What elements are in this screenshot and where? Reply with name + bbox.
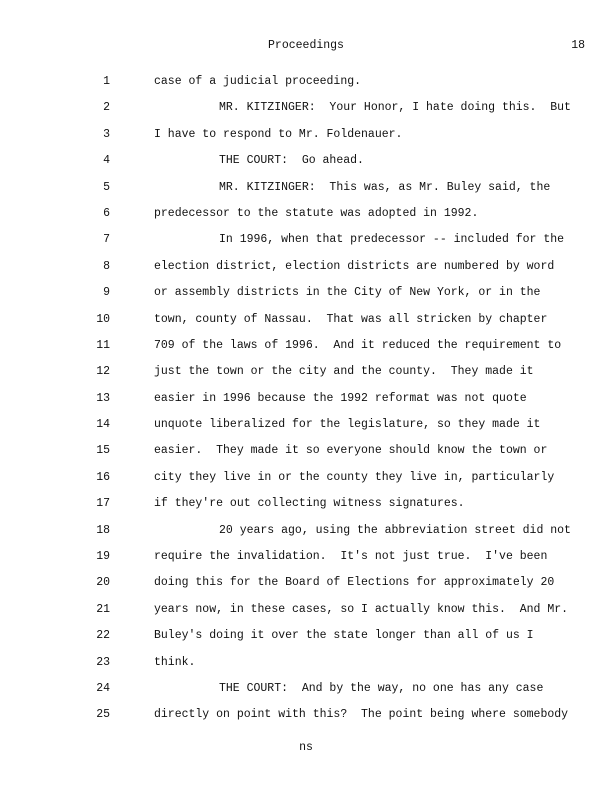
line-text: 20 years ago, using the abbreviation street did not — [219, 523, 571, 537]
transcript-line — [0, 153, 612, 179]
line-text: city they live in or the county they live in, particularly — [154, 470, 555, 484]
line-text: or assembly districts in the City of New York, or in the — [154, 286, 541, 300]
line-number: 20 — [96, 576, 110, 590]
transcript-line — [0, 180, 612, 206]
line-number: 25 — [96, 708, 110, 722]
transcript-line — [0, 707, 612, 733]
transcript-line — [0, 206, 612, 232]
line-text: easier. They made it so everyone should know the town or — [154, 444, 548, 458]
page-number: 18 — [571, 39, 585, 52]
line-text: predecessor to the statute was adopted in 1992. — [154, 206, 479, 220]
transcript-line — [0, 232, 612, 258]
transcript-line — [0, 74, 612, 100]
line-text: years now, in these cases, so I actually know this. And Mr. — [154, 602, 569, 616]
transcript-line — [0, 127, 612, 153]
line-number: 14 — [96, 418, 110, 432]
transcript-line — [0, 470, 612, 496]
line-number: 2 — [103, 101, 110, 115]
line-text: directly on point with this? The point being where somebody — [154, 708, 569, 722]
line-number: 7 — [103, 233, 110, 247]
line-number: 24 — [96, 681, 110, 695]
line-text: unquote liberalized for the legislature, so they made it — [154, 418, 541, 432]
reporter-initials: ns — [299, 741, 313, 754]
transcript-line — [0, 575, 612, 601]
line-text: Buley's doing it over the state longer than all of us I — [154, 629, 534, 643]
transcript-line — [0, 628, 612, 654]
line-text: THE COURT: Go ahead. — [219, 154, 364, 168]
line-text: easier in 1996 because the 1992 reformat was not quote — [154, 391, 527, 405]
line-text: election district, election districts are numbered by word — [154, 259, 555, 273]
line-text: doing this for the Board of Elections for approximately 20 — [154, 576, 555, 590]
line-number: 6 — [103, 206, 110, 220]
line-text: require the invalidation. It's not just true. I've been — [154, 550, 548, 564]
line-text: think. — [154, 655, 196, 669]
line-number: 21 — [96, 602, 110, 616]
page-title: Proceedings — [268, 39, 344, 52]
line-number: 23 — [96, 655, 110, 669]
transcript-line — [0, 496, 612, 522]
line-text: I have to respond to Mr. Foldenauer. — [154, 127, 403, 141]
line-number: 5 — [103, 180, 110, 194]
line-text: if they're out collecting witness signatures. — [154, 497, 465, 511]
transcript-line — [0, 549, 612, 575]
transcript-line — [0, 523, 612, 549]
line-text: MR. KITZINGER: Your Honor, I hate doing this. But — [219, 101, 571, 115]
line-number: 15 — [96, 444, 110, 458]
transcript-body — [0, 74, 612, 734]
line-text: MR. KITZINGER: This was, as Mr. Buley said, the — [219, 180, 551, 194]
transcript-line — [0, 100, 612, 126]
line-number: 16 — [96, 470, 110, 484]
transcript-line — [0, 259, 612, 285]
line-text: just the town or the city and the county. They made it — [154, 365, 534, 379]
transcript-line — [0, 602, 612, 628]
transcript-line — [0, 312, 612, 338]
line-number: 19 — [96, 550, 110, 564]
line-number: 4 — [103, 154, 110, 168]
line-number: 8 — [103, 259, 110, 273]
line-text: In 1996, when that predecessor -- included for the — [219, 233, 565, 247]
transcript-line — [0, 285, 612, 311]
line-number: 9 — [103, 286, 110, 300]
line-text: 709 of the laws of 1996. And it reduced the requirement to — [154, 338, 562, 352]
line-text: THE COURT: And by the way, no one has any case — [219, 681, 544, 695]
line-number: 11 — [96, 338, 110, 352]
line-number: 12 — [96, 365, 110, 379]
transcript-line — [0, 391, 612, 417]
transcript-line — [0, 417, 612, 443]
line-number: 17 — [96, 497, 110, 511]
transcript-line — [0, 338, 612, 364]
line-number: 18 — [96, 523, 110, 537]
line-number: 13 — [96, 391, 110, 405]
transcript-line — [0, 681, 612, 707]
line-number: 22 — [96, 629, 110, 643]
line-number: 10 — [96, 312, 110, 326]
line-number: 1 — [103, 75, 110, 88]
line-number: 3 — [103, 127, 110, 141]
line-text: town, county of Nassau. That was all stricken by chapter — [154, 312, 548, 326]
transcript-line — [0, 655, 612, 681]
transcript-line — [0, 443, 612, 469]
line-text: case of a judicial proceeding. — [154, 75, 362, 88]
transcript-line — [0, 364, 612, 390]
